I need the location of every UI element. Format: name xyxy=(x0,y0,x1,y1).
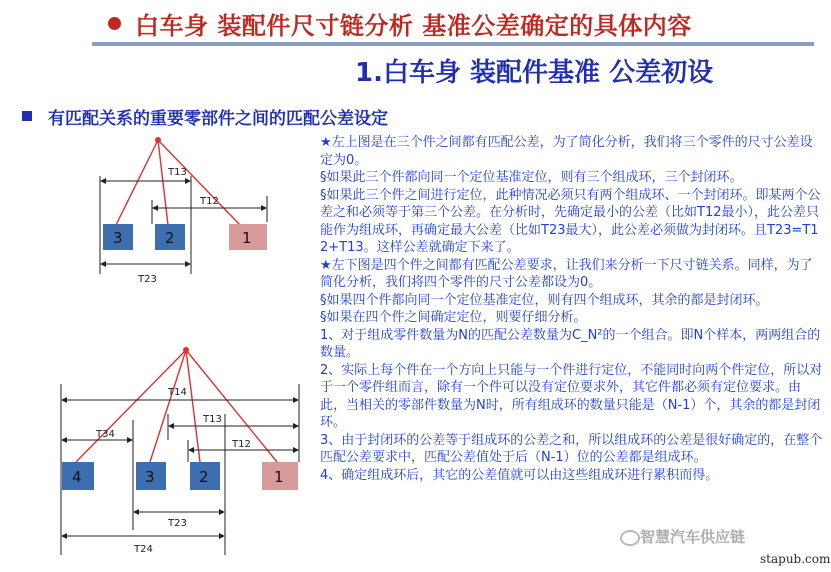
page-title: 白车身 装配件尺寸链分析 基准公差确定的具体内容 xyxy=(135,11,692,40)
section-heading: 有匹配关系的重要零部件之间的匹配公差设定 xyxy=(48,108,388,129)
part-2-number: 2 xyxy=(199,468,209,486)
dim-label-t23: T23 xyxy=(168,518,187,529)
square-bullet-icon xyxy=(22,111,32,121)
paragraph: 4、确定组成环后，其它的公差值就可以由这些组成环进行累积而得。 xyxy=(320,467,719,483)
four-part-tolerance-diagram xyxy=(0,340,310,572)
dim-label-t13: T13 xyxy=(203,414,222,425)
ray-to-part-3 xyxy=(150,350,186,462)
title-bullet-icon xyxy=(108,17,121,30)
paragraph: 1、对于组成零件数量为N的匹配公差数量为C_N²的一个组合。即N个样本，两两组合的数量。 xyxy=(320,327,821,360)
dim-label-t12: T12 xyxy=(200,196,219,207)
paragraph: 2、实际上每个件在一个方向上只能与一个件进行定位，不能同时向两个件定位，所以对于一个零件组而言，除有一个件可以没有定位要求外，其它件都必须有定位要求。由此，当相关的零部件数量为N时，所有组成环的数量只能是（N-1）个，其余的都是封闭环。 xyxy=(320,362,823,430)
dim-label-t12: T12 xyxy=(232,439,251,450)
paragraph: ★左下图是四个件之间都有匹配公差要求，让我们来分析一下尺寸链关系。同样，为了简化分析，我们将四个零件的尺寸公差都设为0。 xyxy=(320,257,813,290)
paragraph: §如果此三个件之间进行定位，此种情况必须只有两个组成环、一个封闭环。即某两个公差之和必须等于第三个公差。在分析时，先确定最小的公差（比如T12最小），此公差只能作为组成环，再确定最大公差（比如T23最大），此公差必须做为封闭环。且T23=T12+T13。这样公差就确定下来了。 xyxy=(320,187,821,255)
part-2-number: 2 xyxy=(165,229,175,247)
part-4-number: 4 xyxy=(72,468,82,486)
paragraph: §如果此三个件都向同一个定位基准定位，则有三个组成环，三个封闭环。 xyxy=(320,170,743,185)
part-1-number: 1 xyxy=(274,468,284,486)
paragraph: §如果在四个件之间确定定位，则要仔细分析。 xyxy=(320,310,587,325)
dim-label-t14: T14 xyxy=(168,387,187,398)
title-underline xyxy=(92,42,814,46)
ray-to-part-4 xyxy=(76,350,186,462)
dim-label-t34: T34 xyxy=(96,429,115,440)
title-row xyxy=(108,6,692,40)
three-part-tolerance-diagram xyxy=(0,128,310,328)
dim-label-t13: T13 xyxy=(168,167,187,178)
dim-label-t23: T23 xyxy=(138,274,157,285)
dim-label-t24: T24 xyxy=(134,544,153,555)
page-subtitle: 1.白车身 装配件基准 公差初设 xyxy=(355,58,714,88)
paragraph: §如果四个件都向同一个定位基准定位，则有四个组成环，其余的都是封闭环。 xyxy=(320,292,769,308)
footer-url: stapub.com xyxy=(760,552,831,566)
paragraph: ★左上图是在三个件之间都有匹配公差，为了简化分析，我们将三个零件的尺寸公差设定为0。 xyxy=(320,135,813,168)
watermark: 智慧汽车供应链 xyxy=(640,528,746,546)
paragraph: 3、由于封闭环的公差等于组成环的公差之和，所以组成环的公差是很好确定的，在整个匹配公差要求中，匹配公差值处于后（N-1）位的公差都是组成环。 xyxy=(320,432,823,465)
ray-to-part-2 xyxy=(158,140,168,225)
section-heading-row xyxy=(22,104,388,128)
part-1-number: 1 xyxy=(242,229,252,247)
wechat-icon xyxy=(620,530,640,546)
part-3-number: 3 xyxy=(145,468,155,486)
ray-to-part-1 xyxy=(158,140,240,225)
part-3-number: 3 xyxy=(113,229,123,247)
explanation-text xyxy=(320,134,824,484)
